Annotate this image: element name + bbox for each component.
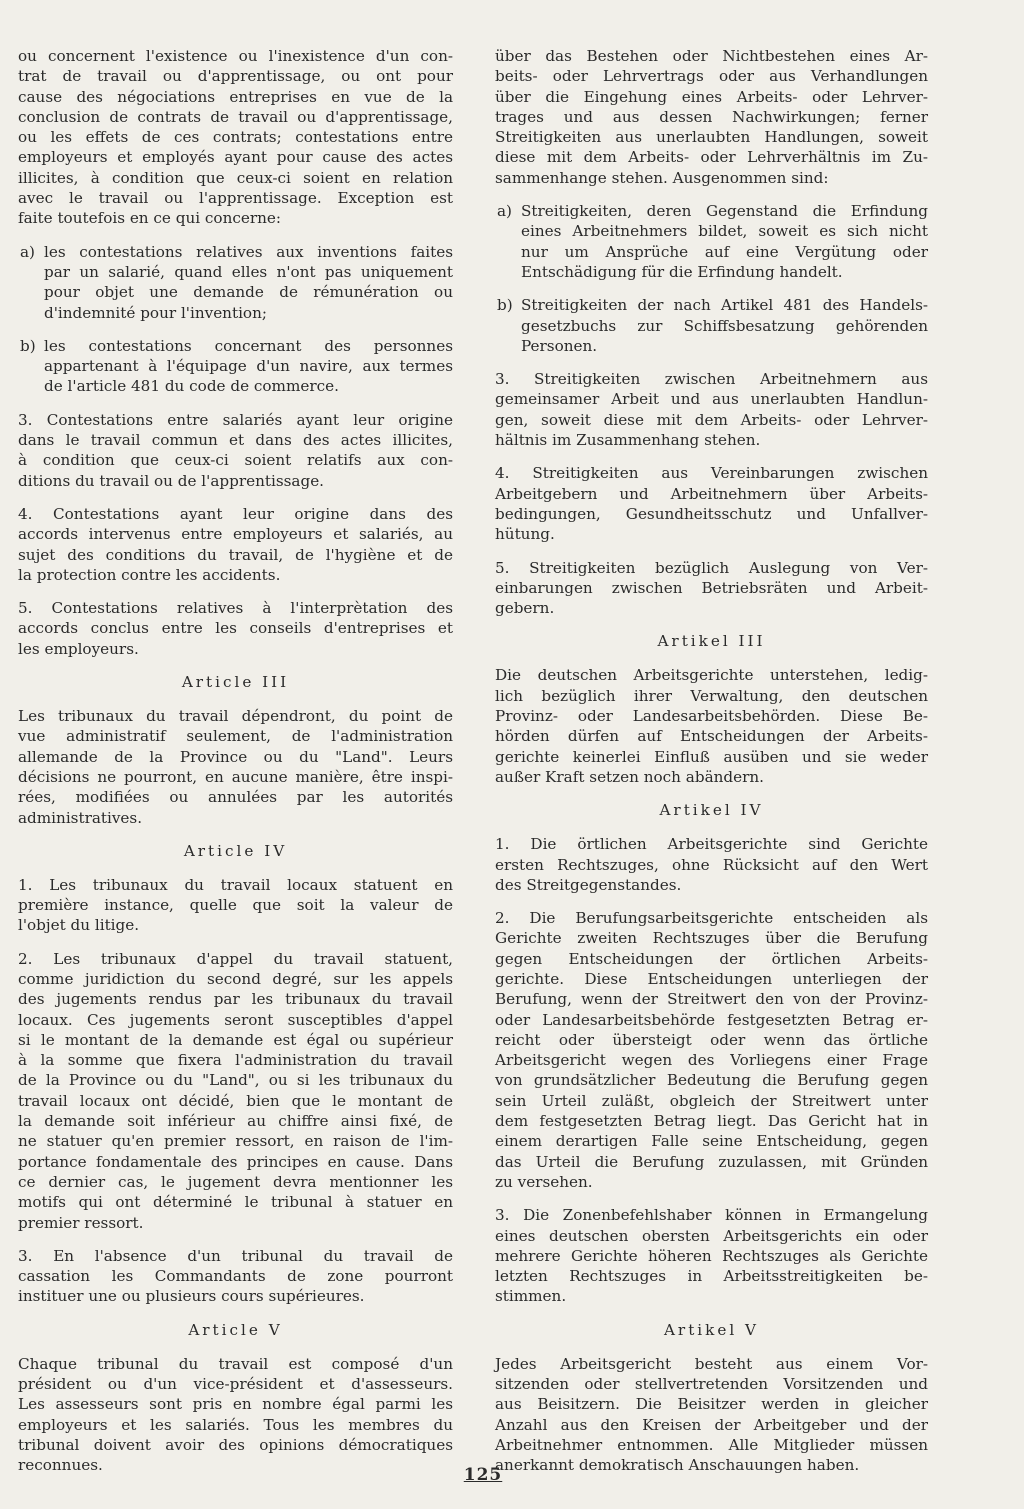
article-4-para-1 (18, 875, 453, 936)
text-line: d'indemnité pour l'invention; (44, 303, 267, 322)
german-column (495, 46, 928, 1489)
text-line: stimmen. (495, 1287, 567, 1306)
paragraph-4 (495, 463, 928, 544)
exception-item-b (18, 336, 453, 397)
article-4-para-3 (18, 1246, 453, 1307)
text-line: diese mit dem Arbeits- oder Lehrverhältnis im Zu- (495, 148, 928, 167)
intro-paragraph (495, 46, 928, 188)
article-3-heading: Article III (181, 673, 290, 692)
text-line: Anzahl aus den Kreisen der Arbeitgeber und der (495, 1415, 928, 1434)
text-line: sammenhange stehen. Ausgenommen sind: (495, 168, 829, 187)
text-line: si le montant de la demande est égal ou supérieur (18, 1030, 453, 1049)
text-line: eines deutschen obersten Arbeitsgerichts ein oder (495, 1226, 928, 1245)
text-line: président ou d'un vice-président et d'assesseurs. (18, 1375, 453, 1394)
text-line: employeurs et les salariés. Tous les membres du (18, 1415, 453, 1434)
article-5-text (18, 1354, 453, 1476)
paragraph-5 (18, 598, 453, 659)
text-line: les contestations concernant des personnes (44, 336, 453, 355)
text-line: 5. Streitigkeiten bezüglich Auslegung von Ver- (495, 558, 928, 577)
text-line: cassation les Commandants de zone pourront (18, 1267, 453, 1286)
text-line: beits- oder Lehrvertrags oder aus Verhandlungen (495, 67, 928, 86)
text-line: ou concernent l'existence ou l'inexistence d'un con- (18, 47, 453, 65)
text-line: Chaque tribunal du travail est composé d'un (18, 1354, 453, 1373)
text-line: ou les effets de ces contrats; contestations entre (18, 128, 453, 147)
article-5-heading: Artikel V (663, 1320, 760, 1339)
article-4-heading: Article IV (183, 841, 288, 860)
text-line: accords conclus entre les conseils d'entreprises et (18, 619, 453, 638)
text-line: faite toutefois en ce qui concerne: (18, 209, 281, 228)
exception-item-b (495, 295, 928, 356)
text-line: 2. Die Berufungsarbeitsgerichte entscheiden als (495, 909, 928, 928)
text-line: ersten Rechtszuges, ohne Rücksicht auf den Wert (495, 855, 928, 874)
text-line: des Streitgegenstandes. (495, 875, 682, 894)
article-4-para-2 (18, 949, 453, 1233)
french-column (18, 46, 453, 1489)
text-line: Arbeitnehmer entnommen. Alle Mitglieder müssen (495, 1435, 928, 1454)
text-line: appartenant à l'équipage d'un navire, aux termes (44, 357, 453, 376)
article-4-para-3 (495, 1205, 928, 1306)
text-line: Provinz- oder Landesarbeitsbehörden. Diese Be- (495, 707, 928, 726)
text-line: reicht oder übersteigt oder wenn das örtliche (495, 1030, 928, 1049)
article-3-text (495, 665, 928, 787)
text-line: les contestations relatives aux inventions faites (44, 242, 453, 261)
text-line: von grundsätzlicher Bedeutung die Berufung gegen (495, 1071, 928, 1090)
article-4-para-1 (495, 834, 928, 895)
text-line: portance fondamentale des principes en cause. Dans (18, 1152, 453, 1171)
article-4-para-2 (495, 908, 928, 1192)
text-line: Streitigkeiten, deren Gegenstand die Erfindung (521, 202, 928, 221)
item-marker: b) (497, 296, 513, 315)
text-line: à condition que ceux-ci soient relatifs aux con- (18, 451, 453, 470)
text-line: nur um Ansprüche auf eine Vergütung oder (521, 242, 928, 261)
text-line: premier ressort. (18, 1213, 144, 1232)
page-number: 125 (463, 1465, 503, 1485)
text-line: les employeurs. (18, 639, 139, 658)
text-line: letzten Rechtszuges in Arbeitsstreitigkeiten be- (495, 1267, 928, 1286)
text-line: gerichte keinerlei Einfluß ausüben und sie weder (495, 747, 928, 766)
text-line: mehrere Gerichte höheren Rechtszuges als Gerichte (495, 1246, 928, 1265)
text-line: rées, modifiées ou annulées par les autorités (18, 788, 453, 807)
text-line: Gerichte zweiten Rechtszuges über die Berufung (495, 929, 928, 948)
paragraph-3 (18, 410, 453, 491)
text-line: dans le travail commun et dans des actes illicites, (18, 431, 453, 450)
paragraph-3 (495, 369, 928, 450)
text-line: conclusion de contrats de travail ou d'apprentissage, (18, 107, 453, 126)
text-line: locaux. Ces jugements seront susceptibles d'appel (18, 1010, 453, 1029)
text-line: employeurs et employés ayant pour cause des actes (18, 148, 453, 167)
item-marker: b) (20, 336, 36, 355)
exception-item-a (495, 201, 928, 282)
text-line: 5. Contestations relatives à l'interprètation des (18, 599, 453, 618)
text-line: 1. Les tribunaux du travail locaux statuent en (18, 875, 453, 894)
text-line: lich bezüglich ihrer Verwaltung, den deutschen (495, 686, 928, 705)
text-line: oder Landesarbeitsbehörde festgesetzten Betrag er- (495, 1010, 928, 1029)
text-line: l'objet du litige. (18, 916, 140, 935)
text-line: Berufung, wenn der Streitwert den von der Provinz- (495, 990, 928, 1009)
text-line: Die deutschen Arbeitsgerichte unterstehen, ledig- (495, 666, 928, 685)
text-line: dem festgesetzten Betrag liegt. Das Gericht hat in (495, 1112, 928, 1131)
text-line: décisions ne pourront, en aucune manière, être inspi- (18, 767, 453, 786)
text-line: sujet des conditions du travail, de l'hygiène et de (18, 545, 453, 564)
text-line: travail locaux ont décidé, bien que le montant de (18, 1091, 453, 1110)
text-line: gen, soweit diese mit dem Arbeits- oder Lehrver- (495, 410, 928, 429)
text-line: hütung. (495, 525, 555, 544)
text-line: 3. Streitigkeiten zwischen Arbeitnehmern aus (495, 370, 928, 389)
text-line: Les assesseurs sont pris en nombre égal parmi les (18, 1395, 453, 1414)
text-line: außer Kraft setzen noch abändern. (495, 767, 764, 786)
text-line: aus Beisitzern. Die Beisitzer werden in gleicher (495, 1395, 928, 1414)
text-line: de l'article 481 du code de commerce. (44, 377, 339, 396)
item-marker: a) (20, 242, 35, 261)
text-line: gebern. (495, 599, 555, 618)
text-line: ce dernier cas, le jugement devra mentionner les (18, 1172, 453, 1191)
text-line: 3. Die Zonenbefehlshaber können in Ermangelung (495, 1206, 928, 1225)
text-line: 1. Die örtlichen Arbeitsgerichte sind Gerichte (495, 835, 928, 854)
text-line: ditions du travail ou de l'apprentissage. (18, 471, 325, 490)
text-line: über die Eingehung eines Arbeits- oder Lehrver- (495, 87, 928, 106)
intro-paragraph (18, 46, 453, 229)
text-line: cause des négociations entreprises en vue de la (18, 87, 453, 106)
exception-item-a (18, 242, 453, 323)
text-line: allemande de la Province ou du "Land". Leurs (18, 747, 453, 766)
article-4-heading: Artikel IV (659, 801, 764, 820)
text-line: einem derartigen Falle seine Entscheidung, gegen (495, 1132, 928, 1151)
text-line: vue administratif seulement, de l'administration (18, 727, 453, 746)
article-5-text (495, 1354, 928, 1476)
text-line: sein Urteil zuläßt, obgleich der Streitwert unter (495, 1091, 928, 1110)
text-line: gemeinsamer Arbeit und aus unerlaubten Handlun- (495, 390, 928, 409)
text-line: la protection contre les accidents. (18, 565, 281, 584)
text-line: accords intervenus entre employeurs et salariés, au (18, 525, 453, 544)
text-line: Entschädigung für die Erfindung handelt. (521, 262, 843, 281)
text-line: gesetzbuchs zur Schiffsbesatzung gehörenden (521, 316, 928, 335)
text-line: zu versehen. (495, 1172, 593, 1191)
text-line: administratives. (18, 808, 143, 827)
paragraph-5 (495, 558, 928, 619)
text-line: Jedes Arbeitsgericht besteht aus einem Vor- (495, 1354, 928, 1373)
text-line: 4. Contestations ayant leur origine dans des (18, 504, 453, 523)
text-line: hörden dürfen auf Entscheidungen der Arbeits- (495, 727, 928, 746)
text-line: des jugements rendus par les tribunaux du travail (18, 990, 453, 1009)
text-line: gegen Entscheidungen der örtlichen Arbeits- (495, 949, 928, 968)
text-line: einbarungen zwischen Betriebsräten und Arbeit- (495, 578, 928, 597)
article-3-heading: Artikel III (657, 632, 766, 651)
text-line: avec le travail ou l'apprentissage. Exception est (18, 189, 453, 208)
item-marker: a) (497, 202, 512, 221)
text-line: reconnues. (18, 1456, 103, 1475)
text-line: Arbeitgebern und Arbeitnehmern über Arbeits- (495, 484, 928, 503)
text-line: illicites, à condition que ceux-ci soient en relation (18, 168, 453, 187)
article-3-text (18, 706, 453, 828)
text-line: eines Arbeitnehmers bildet, soweit es sich nicht (521, 222, 928, 241)
text-line: gerichte. Diese Entscheidungen unterliegen der (495, 969, 928, 988)
text-line: à la somme que fixera l'administration du travail (18, 1051, 453, 1070)
text-line: 3. En l'absence d'un tribunal du travail de (18, 1246, 453, 1265)
text-line: de la Province ou du "Land", ou si les tribunaux du (18, 1071, 453, 1090)
text-line: Les tribunaux du travail dépendront, du point de (18, 707, 453, 726)
text-line: instituer une ou plusieurs cours supérieures. (18, 1287, 365, 1306)
text-line: première instance, quelle que soit la valeur de (18, 896, 453, 915)
article-5-heading: Article V (188, 1320, 283, 1339)
text-line: 2. Les tribunaux d'appel du travail statuent, (18, 949, 453, 968)
text-line: trat de travail ou d'apprentissage, ou ont pour (18, 67, 453, 86)
text-line: tribunal doivent avoir des opinions démocratiques (18, 1435, 453, 1454)
text-line: 4. Streitigkeiten aus Vereinbarungen zwischen (495, 464, 928, 483)
text-line: motifs qui ont déterminé le tribunal à statuer en (18, 1193, 453, 1212)
text-line: trages und aus dessen Nachwirkungen; ferner (495, 107, 928, 126)
text-line: bedingungen, Gesundheitsschutz und Unfallver- (495, 504, 928, 523)
text-line: das Urteil die Berufung zuzulassen, mit Gründen (495, 1152, 928, 1171)
text-line: pour objet une demande de rémunération ou (44, 283, 453, 302)
text-line: 3. Contestations entre salariés ayant leur origine (18, 410, 453, 429)
text-line: sitzenden oder stellvertretenden Vorsitzenden und (495, 1375, 928, 1394)
text-line: ne statuer qu'en premier ressort, en raison de l'im- (18, 1132, 453, 1151)
text-line: Streitigkeiten aus unerlaubten Handlungen, soweit (495, 128, 928, 147)
text-line: anerkannt demokratisch Anschauungen haben. (495, 1456, 860, 1475)
paragraph-4 (18, 504, 453, 585)
text-line: par un salarié, quand elles n'ont pas uniquement (44, 262, 453, 281)
text-line: Arbeitsgericht wegen des Vorliegens einer Frage (495, 1051, 928, 1070)
text-line: hältnis im Zusammenhang stehen. (495, 431, 761, 450)
text-line: Streitigkeiten der nach Artikel 481 des Handels- (521, 296, 928, 315)
text-line: comme juridiction du second degré, sur les appels (18, 969, 453, 988)
text-line: la demande soit inférieur au chiffre ainsi fixé, de (18, 1112, 453, 1131)
text-line: über das Bestehen oder Nichtbestehen eines Ar- (495, 47, 928, 65)
text-line: Personen. (521, 336, 598, 355)
